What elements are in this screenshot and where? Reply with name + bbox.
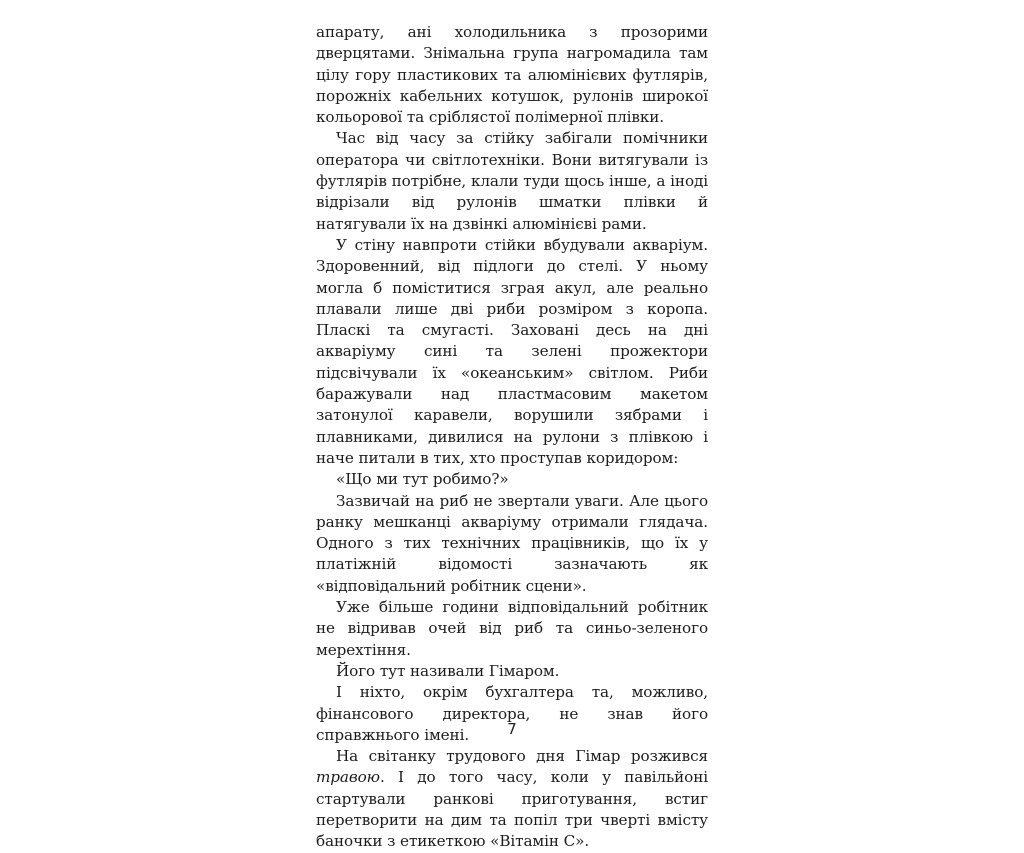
page-number: 7 xyxy=(507,720,517,738)
paragraph-5: Зазвичай на риб не звертали уваги. Але цього ранку мешканці акваріуму отримали глядача. Одного з тих технічних працівників, що їх у платіжній відомості зазначають як «відповідальний робітник сцени». xyxy=(316,491,708,595)
paragraph-3: У стіну навпроти стійки вбудували акваріум. Здоровенний, від підлоги до стелі. У ньому могла б поміститися зграя акул, але реально плавали лише дві риби розміром з коропа. Пласкі та смугасті. Заховані десь на дні акваріуму сині та зелені прожектори підсвічували їх «океанським» світлом. Риби баражували над пластмасовим макетом затонулої каравели, ворушили зябрами і плавниками, дивилися на рулони з плівкою і наче питали в тих, хто проступав коридором: xyxy=(316,235,708,467)
paragraph-6: Уже більше години відповідальний робітник не відривав очей від риб та синьо-зеленого мерехтіння. xyxy=(316,598,708,659)
paragraph-8: І ніхто, окрім бухгалтера та, можливо, фінансового директора, не знав його справжнього імені. xyxy=(316,683,708,744)
paragraph-9 xyxy=(316,746,708,852)
paragraph-1: апарату, ані холодильника з прозорими дверцятами. Знімальна група нагромадила там цілу гору пластикових та алюмінієвих футлярів, порожніх кабельних котушок, рулонів широкої кольорової та сріблястої полімерної плівки. xyxy=(316,23,708,127)
paragraph-9-text-before: На світанку трудового дня Гімар розжився xyxy=(336,747,708,766)
paragraph-2: Час від часу за стійку забігали помічники оператора чи світлотехніки. Вони витягували із футлярів потрібне, клали туди щось інше, а іноді відрізали від рулонів шматки плівки й натягували їх на дзвінкі алюмінієві рами. xyxy=(316,129,708,233)
paragraph-9-italic-word: травою xyxy=(316,768,380,787)
paragraph-9-text-after: . І до того часу, коли у павільйоні стартували ранкові приготування, встиг перетворити на дим та попіл три чверті вмісту баночки з етикеткою «Вітамін С». xyxy=(316,768,708,851)
paragraph-7: Його тут називали Гімаром. xyxy=(336,661,560,680)
paragraph-4: «Що ми тут робимо?» xyxy=(336,470,509,489)
